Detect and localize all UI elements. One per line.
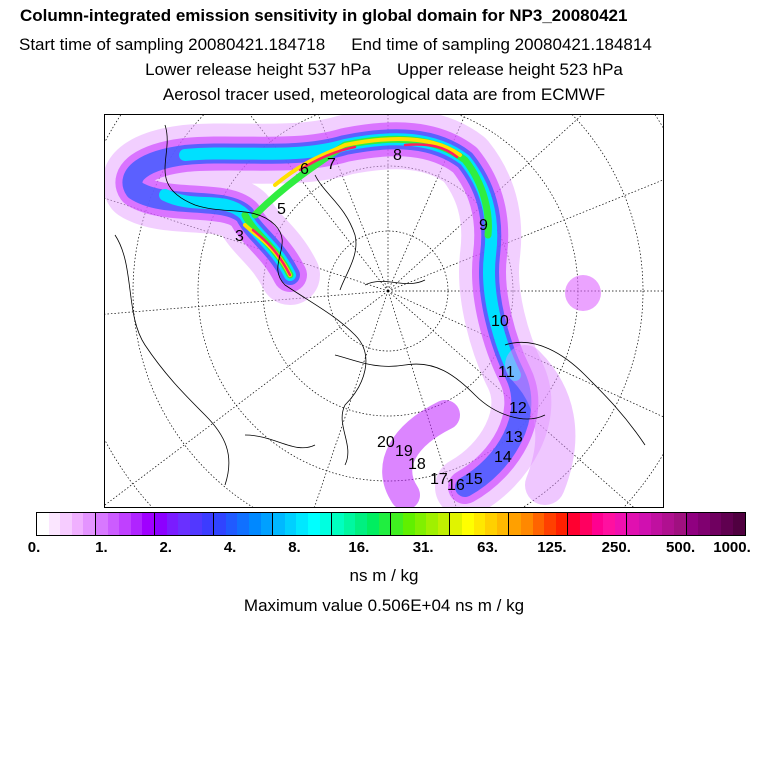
colorbar-swatch xyxy=(521,513,533,535)
day-label: 11 xyxy=(498,364,515,381)
colorbar-swatch xyxy=(155,513,167,535)
colorbar-swatch xyxy=(568,513,580,535)
colorbar-swatch xyxy=(249,513,261,535)
colorbar-tick-label: 8. xyxy=(288,539,301,556)
end-time-label: End time of sampling 20080421.184814 xyxy=(351,35,652,54)
colorbar-swatch xyxy=(72,513,84,535)
colorbar-swatch xyxy=(462,513,474,535)
day-label: 17 xyxy=(430,471,448,488)
colorbar-swatch xyxy=(320,513,333,535)
colorbar-swatch xyxy=(721,513,733,535)
colorbar-tick-label: 250. xyxy=(601,539,631,556)
colorbar-swatch xyxy=(485,513,497,535)
tracer-label: Aerosol tracer used, meteorological data are from ECMWF xyxy=(162,85,606,104)
day-label: 8 xyxy=(393,147,402,164)
colorbar-swatch xyxy=(556,513,569,535)
colorbar-tick-label: 1000. xyxy=(713,539,751,556)
colorbar-swatch xyxy=(83,513,96,535)
colorbar-tick-label: 31. xyxy=(412,539,434,556)
colorbar-swatch xyxy=(391,513,403,535)
colorbar-swatch xyxy=(474,513,486,535)
colorbar-tick-label: 16. xyxy=(348,539,370,556)
maximum-value-label: Maximum value 0.506E+04 ns m / kg xyxy=(243,596,525,615)
colorbar-units: ns m / kg xyxy=(349,566,419,585)
colorbar-swatch xyxy=(509,513,521,535)
colorbar-swatch xyxy=(167,513,179,535)
colorbar-swatch xyxy=(285,513,297,535)
colorbar-swatch xyxy=(131,513,143,535)
colorbar-swatch xyxy=(662,513,674,535)
colorbar-swatch xyxy=(202,513,215,535)
colorbar-swatch xyxy=(651,513,663,535)
day-label: 14 xyxy=(494,449,512,466)
lower-release-label: Lower release height 537 hPa xyxy=(145,60,371,79)
colorbar-swatch xyxy=(603,513,615,535)
map-canvas xyxy=(105,115,663,507)
colorbar-swatch xyxy=(580,513,592,535)
colorbar-swatch xyxy=(37,513,49,535)
sampling-times xyxy=(19,35,768,55)
colorbar-swatch xyxy=(698,513,710,535)
day-label: 3 xyxy=(235,228,244,245)
map-panel xyxy=(104,114,664,508)
day-label: 19 xyxy=(395,443,413,460)
colorbar-swatch xyxy=(96,513,108,535)
colorbar-swatch xyxy=(142,513,155,535)
colorbar-swatch xyxy=(639,513,651,535)
colorbar-swatch xyxy=(60,513,72,535)
colorbar-swatch xyxy=(332,513,344,535)
colorbar-swatch xyxy=(355,513,367,535)
colorbar-swatch xyxy=(674,513,687,535)
colorbar-swatch xyxy=(178,513,190,535)
release-heights xyxy=(0,60,768,80)
colorbar xyxy=(36,512,746,536)
day-label: 5 xyxy=(277,201,286,218)
day-label: 6 xyxy=(300,161,309,178)
colorbar-swatch xyxy=(237,513,249,535)
plot-title: Column-integrated emission sensitivity in global domain for NP3_20080421 xyxy=(20,6,628,25)
start-time-label: Start time of sampling 20080421.184718 xyxy=(19,35,326,54)
day-label: 18 xyxy=(408,456,426,473)
colorbar-swatch xyxy=(344,513,356,535)
colorbar-swatch xyxy=(261,513,274,535)
colorbar-swatch xyxy=(687,513,699,535)
colorbar-swatch xyxy=(367,513,379,535)
colorbar-tick-label: 4. xyxy=(223,539,237,556)
colorbar-tick-label: 125. xyxy=(537,539,567,556)
colorbar-swatch xyxy=(226,513,238,535)
colorbar-swatch xyxy=(533,513,545,535)
day-label: 20 xyxy=(377,434,395,451)
colorbar-swatch xyxy=(415,513,427,535)
colorbar-swatch xyxy=(544,513,556,535)
colorbar-swatch xyxy=(627,513,639,535)
colorbar-swatch xyxy=(49,513,61,535)
colorbar-swatch xyxy=(710,513,722,535)
day-label: 15 xyxy=(465,471,483,488)
colorbar-swatch xyxy=(497,513,510,535)
colorbar-swatch xyxy=(190,513,202,535)
day-label: 7 xyxy=(327,156,336,173)
colorbar-swatch xyxy=(403,513,415,535)
colorbar-swatch xyxy=(296,513,308,535)
colorbar-swatch xyxy=(108,513,120,535)
colorbar-swatch xyxy=(379,513,392,535)
colorbar-swatch xyxy=(273,513,285,535)
colorbar-tick-label: 500. xyxy=(666,539,696,556)
colorbar-tick-label: 63. xyxy=(477,539,498,556)
sensitivity-plume xyxy=(132,139,601,495)
colorbar-tick-label: 2. xyxy=(159,539,172,556)
colorbar-tick-label: 1. xyxy=(95,539,108,556)
day-label: 9 xyxy=(479,217,488,234)
day-label: 10 xyxy=(491,313,509,330)
colorbar-swatch xyxy=(615,513,628,535)
day-label: 12 xyxy=(509,400,527,417)
colorbar-swatch xyxy=(450,513,462,535)
colorbar-swatch xyxy=(438,513,451,535)
colorbar-swatch xyxy=(592,513,604,535)
colorbar-swatch xyxy=(119,513,131,535)
colorbar-swatch xyxy=(214,513,226,535)
day-label: 16 xyxy=(447,477,465,494)
colorbar-swatch xyxy=(308,513,320,535)
day-label: 13 xyxy=(505,429,523,446)
colorbar-swatch xyxy=(733,513,745,535)
upper-release-label: Upper release height 523 hPa xyxy=(397,60,623,79)
colorbar-tick-label: 0. xyxy=(27,539,41,556)
colorbar-swatch xyxy=(426,513,438,535)
